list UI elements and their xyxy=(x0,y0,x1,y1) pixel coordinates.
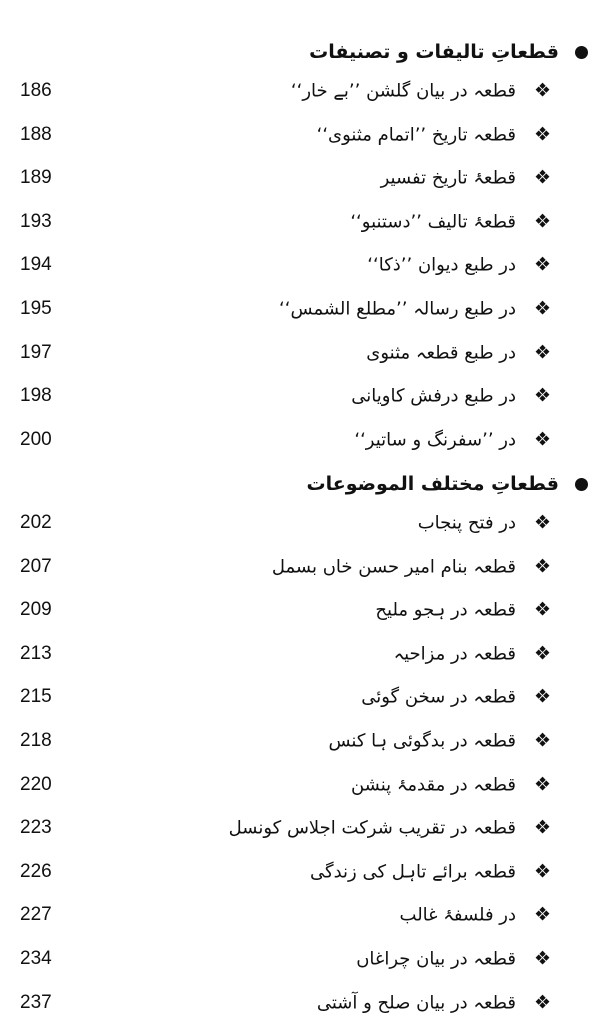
toc-entry[interactable] xyxy=(0,503,600,543)
page-number: 193 xyxy=(20,210,52,232)
entry-title: در ’’سفرنگ و ساتیر‘‘ xyxy=(354,429,516,451)
entry-title: قطعہ برائے تاہل کی زندگی xyxy=(310,861,516,883)
page-number: 218 xyxy=(20,730,52,751)
page-number: 226 xyxy=(20,860,52,882)
toc-entry[interactable] xyxy=(0,289,600,329)
ornament-icon: ❖ xyxy=(534,428,552,451)
section-heading xyxy=(8,36,588,68)
bullet-icon xyxy=(575,46,588,59)
ornament-icon: ❖ xyxy=(534,816,552,839)
entry-title: قطعہ در بیان گلشن ’’بے خار‘‘ xyxy=(290,80,516,102)
toc-entry[interactable] xyxy=(0,765,600,805)
entry-title: قطعہ بنام امیر حسن خاں بسمل xyxy=(271,556,516,578)
ornament-icon: ❖ xyxy=(534,384,552,407)
toc-entry[interactable] xyxy=(0,852,600,892)
entry-title: قطعہ در بیان چراغاں xyxy=(356,948,516,970)
ornament-icon: ❖ xyxy=(534,123,552,146)
section-heading-text: قطعاتِ مختلف الموضوعات xyxy=(306,473,559,495)
entry-title: در فتح پنجاب xyxy=(417,512,516,534)
entry-title: در طبع درفش کاویانی xyxy=(351,385,516,407)
page-number: 197 xyxy=(20,341,52,363)
ornament-icon: ❖ xyxy=(534,210,552,233)
toc-entry[interactable] xyxy=(0,590,600,630)
page-number: 207 xyxy=(20,555,52,577)
ornament-icon: ❖ xyxy=(534,773,552,796)
entry-title: در طبع قطعہ مثنوی xyxy=(366,342,516,364)
entry-title: قطعہ تاریخ ’’اتمام مثنوی‘‘ xyxy=(316,124,516,146)
ornament-icon: ❖ xyxy=(534,555,552,578)
page-number: 209 xyxy=(20,599,52,621)
entry-title: قطعۂ تاریخ تفسیر xyxy=(380,167,516,189)
entry-title: قطعہ در ہجو ملیح xyxy=(375,599,516,621)
ornament-icon: ❖ xyxy=(534,253,552,276)
toc-entry[interactable] xyxy=(0,939,600,979)
ornament-icon: ❖ xyxy=(534,860,552,883)
page-number: 223 xyxy=(20,817,52,839)
page-number: 186 xyxy=(20,80,52,101)
toc-entry[interactable] xyxy=(0,895,600,935)
page-number: 195 xyxy=(20,298,52,319)
ornament-icon: ❖ xyxy=(534,903,552,926)
ornament-icon: ❖ xyxy=(534,166,552,189)
toc-entry[interactable] xyxy=(0,376,600,416)
entry-title: قطعۂ تالیف ’’دستنبو‘‘ xyxy=(350,211,516,233)
toc-entry[interactable] xyxy=(0,333,600,373)
section-heading xyxy=(8,468,588,500)
ornament-icon: ❖ xyxy=(534,947,552,970)
ornament-icon: ❖ xyxy=(534,511,552,534)
toc-entry[interactable] xyxy=(0,634,600,674)
page-number: 213 xyxy=(20,642,52,664)
entry-title: قطعہ در تقریب شرکت اجلاس کونسل xyxy=(228,817,516,839)
page-number: 220 xyxy=(20,773,52,795)
ornament-icon: ❖ xyxy=(534,297,552,320)
page-number: 200 xyxy=(20,428,52,450)
entry-title: قطعہ در مقدمۂ پنشن xyxy=(350,774,516,796)
entry-title: در فلسفۂ غالب xyxy=(399,904,516,926)
page-number: 237 xyxy=(20,991,52,1013)
entry-title: قطعہ در بدگوئی ہا کنس xyxy=(328,730,516,752)
toc-entry[interactable] xyxy=(0,202,600,242)
ornament-icon: ❖ xyxy=(534,79,552,102)
entry-title: قطعہ در بیان صلح و آشتی xyxy=(316,992,516,1014)
page-number: 202 xyxy=(20,512,52,533)
entry-title: قطعہ در مزاحیہ xyxy=(393,643,516,665)
entry-title: در طبع دیوان ’’ذکا‘‘ xyxy=(367,254,516,276)
toc-entry[interactable] xyxy=(0,115,600,155)
toc-entry[interactable] xyxy=(0,245,600,285)
bullet-icon xyxy=(575,478,588,491)
entry-title: قطعہ در سخن گوئی xyxy=(361,686,516,708)
entry-title: در طبع رسالہ ’’مطلع الشمس‘‘ xyxy=(279,298,516,320)
toc-entry[interactable] xyxy=(0,71,600,111)
toc-entry[interactable] xyxy=(0,547,600,587)
ornament-icon: ❖ xyxy=(534,642,552,665)
section-heading-text: قطعاتِ تالیفات و تصنیفات xyxy=(309,41,559,63)
page-number: 234 xyxy=(20,948,52,969)
toc-entry[interactable] xyxy=(0,983,600,1023)
toc-entry[interactable] xyxy=(0,677,600,717)
ornament-icon: ❖ xyxy=(534,341,552,364)
page-number: 198 xyxy=(20,385,52,407)
ornament-icon: ❖ xyxy=(534,685,552,708)
ornament-icon: ❖ xyxy=(534,729,552,752)
page-number: 227 xyxy=(20,904,52,926)
toc-entry[interactable] xyxy=(0,158,600,198)
toc-entry[interactable] xyxy=(0,420,600,460)
toc-entry[interactable] xyxy=(0,808,600,848)
page-number: 194 xyxy=(20,254,52,276)
toc-entry[interactable] xyxy=(0,721,600,761)
ornament-icon: ❖ xyxy=(534,598,552,621)
page-number: 215 xyxy=(20,686,52,708)
ornament-icon: ❖ xyxy=(534,991,552,1014)
page-number: 188 xyxy=(20,123,52,145)
page-number: 189 xyxy=(20,167,52,189)
